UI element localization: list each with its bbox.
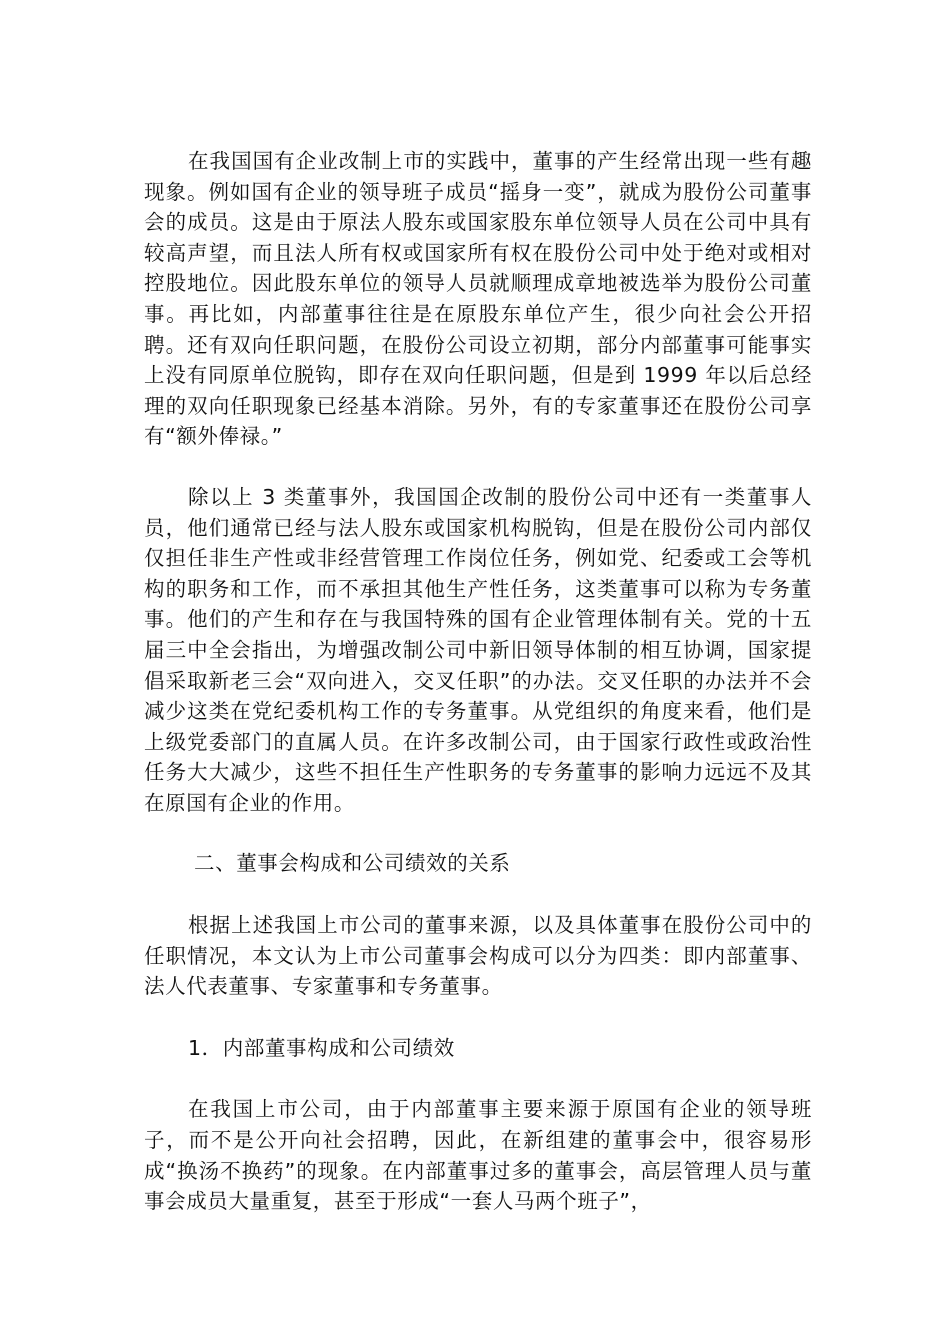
section-heading: 二、董事会构成和公司绩效的关系 (194, 851, 511, 876)
paragraph-special-directors: 除以上 3 类董事外，我国国企改制的股份公司中还有一类董事人员，他们通常已经与法人股东或国家机构脱钩，但是在股份公司内部仅仅担任非生产性或非经营管理工作岗位任务，例如党、纪委或工会等机构的职务和工作，而不承担其他生产性任务，这类董事可以称为专务董事。他们的产生和存在与我国特殊的国有企业管理体制有关。党的十五届三中全会指出，为增强改制公司中新旧领导体制的相互协调，国家提倡采取新老三会“双向进入，交叉任职”的办法。交叉任职的办法并不会减少这类在党纪委机构工作的专务董事。从党组织的角度来看，他们是上级党委部门的直属人员。在许多改制公司，由于国家行政性或政治性任务大大减少，这些不担任生产性职务的专务董事的影响力远远不及其在原国有企业的作用。 (144, 484, 812, 815)
document-page (144, 146, 812, 1217)
paragraph-director-origins: 在我国国有企业改制上市的实践中，董事的产生经常出现一些有趣现象。例如国有企业的领导班子成员“摇身一变”，就成为股份公司董事会的成员。这是由于原法人股东或国家股东单位领导人员在公司中具有较高声望，而且法人所有权或国家所有权在股份公司中处于绝对或相对控股地位。因此股东单位的领导人员就顺理成章地被选举为股份公司董事。再比如，内部董事往往是在原股东单位产生，很少向社会公开招聘。还有双向任职问题，在股份公司设立初期，部分内部董事可能事实上没有同原单位脱钩，即存在双向任职问题，但是到 1999 年以后总经理的双向任职现象已经基本消除。另外，有的专家董事还在股份公司享有“额外俸禄。” (144, 149, 812, 449)
paragraph-board-composition: 根据上述我国上市公司的董事来源，以及具体董事在股份公司中的任职情况，本文认为上市公司董事会构成可以分为四类：即内部董事、法人代表董事、专家董事和专务董事。 (144, 913, 812, 999)
subsection-heading: 1．内部董事构成和公司绩效 (188, 1035, 455, 1060)
paragraph-internal-directors: 在我国上市公司，由于内部董事主要来源于原国有企业的领导班子，而不是公开向社会招聘，因此，在新组建的董事会中，很容易形成“换汤不换药”的现象。在内部董事过多的董事会，高层管理人员与董事会成员大量重复，甚至于形成“一套人马两个班子”， (144, 1097, 812, 1214)
